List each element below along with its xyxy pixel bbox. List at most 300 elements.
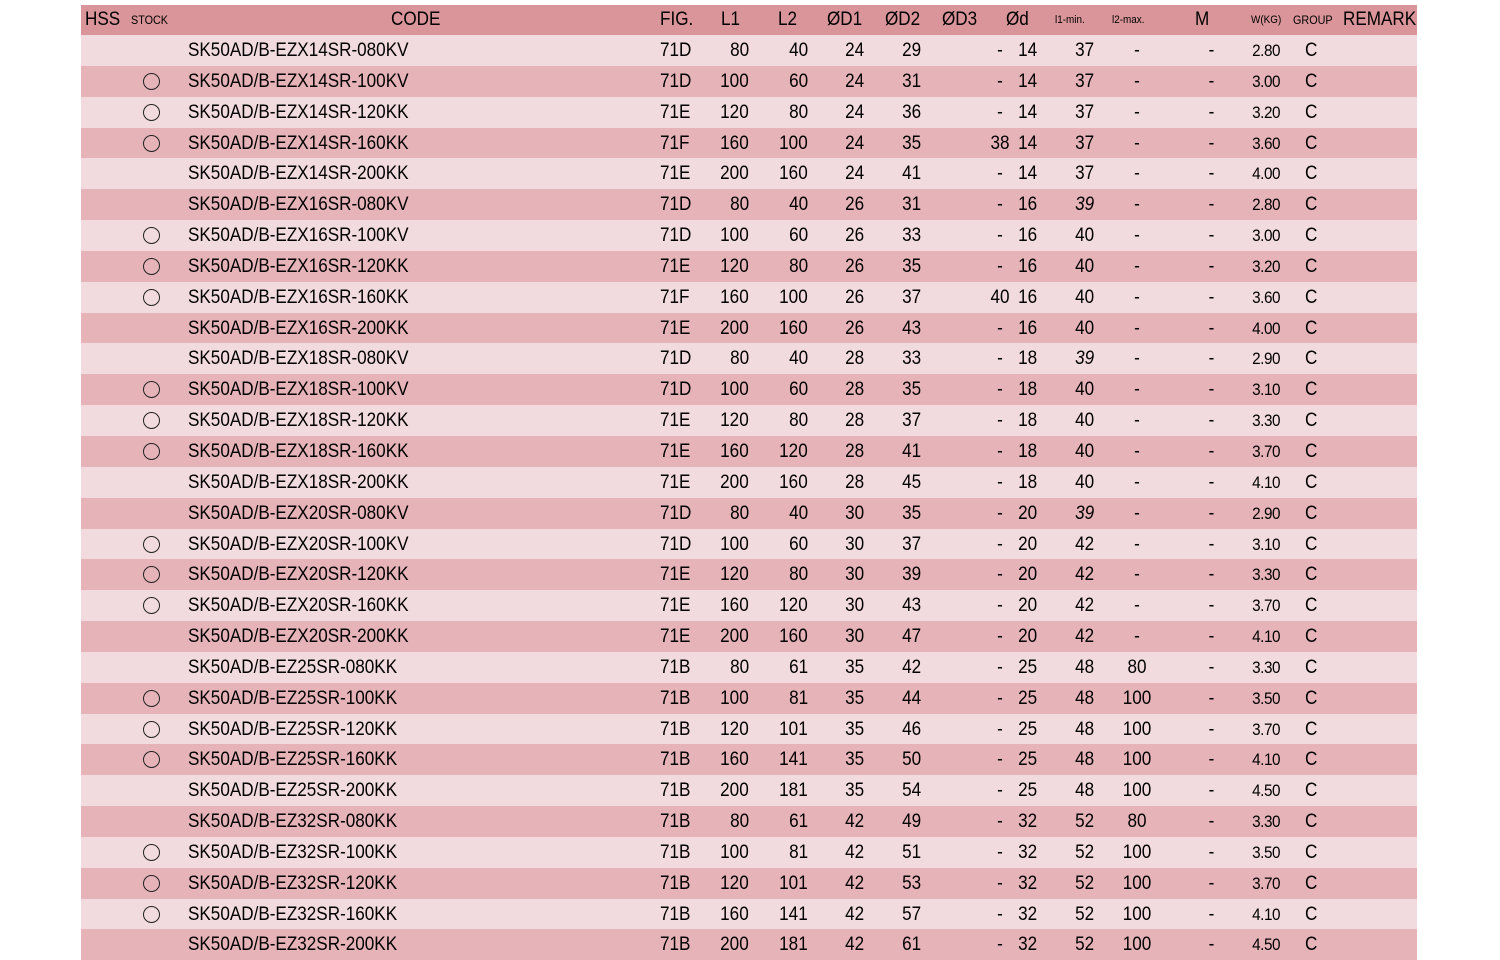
cell-m: - bbox=[1208, 471, 1214, 493]
cell-d3: - bbox=[997, 656, 1003, 678]
cell-l1min: 48 bbox=[1074, 749, 1094, 771]
cell-wkg: 3.10 bbox=[1252, 380, 1280, 400]
cell-d: 25 bbox=[1017, 656, 1037, 678]
cell-d2: 37 bbox=[901, 410, 921, 432]
cell-fig: 71E bbox=[660, 101, 691, 123]
cell-d2: 54 bbox=[901, 780, 921, 802]
cell-l2: 80 bbox=[788, 101, 808, 123]
cell-fig: 71D bbox=[660, 40, 692, 61]
cell-d1: 42 bbox=[844, 934, 864, 956]
table-row bbox=[81, 899, 1417, 930]
cell-wkg: 3.70 bbox=[1252, 719, 1280, 739]
cell-l1min: 37 bbox=[1074, 132, 1094, 154]
cell-m: - bbox=[1208, 656, 1214, 678]
cell-d2: 47 bbox=[901, 626, 921, 648]
cell-d3: - bbox=[997, 595, 1003, 617]
cell-l1: 200 bbox=[720, 163, 749, 185]
cell-group: C bbox=[1305, 317, 1318, 339]
cell-d3: - bbox=[997, 626, 1003, 648]
cell-group: C bbox=[1305, 718, 1318, 740]
cell-d1: 24 bbox=[844, 163, 864, 185]
table-row bbox=[81, 436, 1417, 467]
table-row bbox=[81, 313, 1417, 344]
cell-l1min: 52 bbox=[1074, 934, 1094, 956]
cell-fig: 71D bbox=[660, 533, 692, 555]
table-row bbox=[81, 775, 1417, 806]
stock-circle-icon bbox=[143, 690, 160, 707]
cell-l2: 101 bbox=[779, 718, 808, 740]
cell-m: - bbox=[1208, 70, 1214, 92]
table-row bbox=[81, 35, 1417, 66]
cell-m: - bbox=[1208, 595, 1214, 617]
cell-l2max: - bbox=[1134, 440, 1140, 462]
cell-d: 25 bbox=[1017, 718, 1037, 740]
cell-d2: 44 bbox=[901, 687, 921, 709]
cell-l2: 100 bbox=[779, 286, 808, 308]
cell-l1: 120 bbox=[720, 718, 749, 740]
cell-l2max: 100 bbox=[1122, 903, 1152, 925]
cell-d: 25 bbox=[1017, 780, 1037, 802]
cell-l2max: 100 bbox=[1122, 934, 1152, 956]
col-d1: ØD1 bbox=[827, 9, 863, 30]
cell-code: SK50AD/B-EZ25SR-200KK bbox=[188, 780, 398, 802]
cell-wkg: 3.00 bbox=[1252, 226, 1280, 246]
cell-fig: 71B bbox=[660, 749, 691, 771]
cell-l1min: 48 bbox=[1074, 656, 1094, 678]
cell-group: C bbox=[1305, 348, 1318, 370]
cell-l2: 101 bbox=[779, 872, 808, 894]
table-row bbox=[81, 343, 1417, 374]
table-header bbox=[81, 5, 1417, 35]
table-row bbox=[81, 405, 1417, 436]
cell-d3: - bbox=[997, 564, 1003, 586]
cell-group: C bbox=[1305, 749, 1318, 771]
cell-m: - bbox=[1208, 903, 1214, 925]
cell-d3: - bbox=[997, 749, 1003, 771]
cell-fig: 71F bbox=[660, 286, 690, 308]
cell-l2: 80 bbox=[788, 564, 808, 586]
cell-l1min: 48 bbox=[1074, 687, 1094, 709]
cell-m: - bbox=[1208, 286, 1214, 308]
stock-circle-icon bbox=[143, 906, 160, 923]
cell-l1: 160 bbox=[720, 595, 749, 617]
col-l2max: l2-max. bbox=[1112, 14, 1145, 26]
cell-l1: 120 bbox=[720, 410, 749, 432]
cell-d: 20 bbox=[1017, 564, 1037, 586]
cell-d1: 28 bbox=[844, 440, 864, 462]
cell-m: - bbox=[1208, 410, 1214, 432]
table-row bbox=[81, 220, 1417, 251]
cell-l1min: 48 bbox=[1074, 780, 1094, 802]
cell-l1min: 37 bbox=[1074, 163, 1094, 185]
cell-l1: 100 bbox=[720, 379, 749, 401]
cell-l1: 160 bbox=[720, 749, 749, 771]
cell-l2max: 100 bbox=[1122, 780, 1152, 802]
cell-l2max: 100 bbox=[1122, 718, 1152, 740]
cell-fig: 71B bbox=[660, 718, 691, 740]
cell-code: SK50AD/B-EZ25SR-100KK bbox=[188, 687, 398, 709]
cell-m: - bbox=[1208, 533, 1214, 555]
cell-m: - bbox=[1208, 811, 1214, 833]
cell-wkg: 4.10 bbox=[1252, 472, 1280, 492]
cell-d: 18 bbox=[1017, 410, 1037, 432]
cell-d3: - bbox=[997, 194, 1003, 216]
cell-d: 20 bbox=[1017, 626, 1037, 648]
cell-d1: 24 bbox=[844, 101, 864, 123]
cell-l1: 200 bbox=[720, 780, 749, 802]
cell-d3: - bbox=[997, 841, 1003, 863]
cell-d2: 39 bbox=[901, 564, 921, 586]
cell-l1min: 42 bbox=[1074, 626, 1094, 648]
table-row bbox=[81, 652, 1417, 683]
cell-d: 18 bbox=[1017, 471, 1037, 493]
cell-m: - bbox=[1208, 101, 1214, 123]
cell-d: 32 bbox=[1017, 934, 1037, 956]
cell-group: C bbox=[1305, 872, 1318, 894]
cell-m: - bbox=[1208, 163, 1214, 185]
cell-code: SK50AD/B-EZX14SR-100KV bbox=[188, 70, 409, 92]
cell-l1min: 40 bbox=[1074, 379, 1094, 401]
cell-fig: 71B bbox=[660, 872, 691, 894]
cell-fig: 71E bbox=[660, 410, 691, 432]
cell-d1: 28 bbox=[844, 410, 864, 432]
col-l2: L2 bbox=[778, 9, 798, 30]
table-row bbox=[81, 251, 1417, 282]
cell-l1min: 42 bbox=[1074, 533, 1094, 555]
cell-fig: 71D bbox=[660, 194, 692, 216]
cell-m: - bbox=[1208, 718, 1214, 740]
table-row bbox=[81, 158, 1417, 189]
cell-code: SK50AD/B-EZ25SR-080KK bbox=[188, 656, 398, 678]
cell-fig: 71B bbox=[660, 656, 691, 678]
cell-l1: 160 bbox=[720, 440, 749, 462]
cell-wkg: 3.20 bbox=[1252, 256, 1280, 276]
cell-fig: 71E bbox=[660, 317, 691, 339]
stock-circle-icon bbox=[143, 875, 160, 892]
cell-l1min: 39 bbox=[1074, 194, 1094, 216]
cell-d3: - bbox=[997, 410, 1003, 432]
stock-circle-icon bbox=[143, 721, 160, 738]
cell-d3: - bbox=[997, 471, 1003, 493]
cell-d1: 24 bbox=[844, 70, 864, 92]
cell-group: C bbox=[1305, 502, 1318, 524]
cell-fig: 71B bbox=[660, 903, 691, 925]
cell-l2max: - bbox=[1134, 225, 1140, 247]
cell-d: 16 bbox=[1017, 317, 1037, 339]
cell-m: - bbox=[1208, 934, 1214, 956]
cell-d3: - bbox=[997, 811, 1003, 833]
table-row bbox=[81, 282, 1417, 313]
cell-d3: - bbox=[997, 40, 1003, 61]
cell-wkg: 3.50 bbox=[1252, 688, 1280, 708]
cell-fig: 71D bbox=[660, 502, 692, 524]
cell-code: SK50AD/B-EZX14SR-080KV bbox=[188, 40, 409, 61]
cell-l2: 81 bbox=[788, 687, 808, 709]
cell-wkg: 3.30 bbox=[1252, 565, 1280, 585]
cell-group: C bbox=[1305, 132, 1318, 154]
cell-d1: 42 bbox=[844, 811, 864, 833]
cell-d: 18 bbox=[1017, 348, 1037, 370]
cell-code: SK50AD/B-EZX16SR-120KK bbox=[188, 255, 409, 277]
cell-l1: 120 bbox=[720, 101, 749, 123]
cell-group: C bbox=[1305, 471, 1318, 493]
cell-code: SK50AD/B-EZ32SR-080KK bbox=[188, 811, 398, 833]
cell-d2: 33 bbox=[901, 225, 921, 247]
cell-wkg: 3.30 bbox=[1252, 657, 1280, 677]
cell-l2max: 100 bbox=[1122, 749, 1152, 771]
cell-l2: 60 bbox=[788, 225, 808, 247]
cell-l1: 120 bbox=[720, 872, 749, 894]
cell-group: C bbox=[1305, 934, 1318, 956]
cell-d2: 61 bbox=[901, 934, 921, 956]
cell-l2: 160 bbox=[779, 317, 808, 339]
cell-fig: 71D bbox=[660, 70, 692, 92]
cell-group: C bbox=[1305, 533, 1318, 555]
cell-l1: 80 bbox=[729, 40, 749, 61]
cell-wkg: 3.70 bbox=[1252, 441, 1280, 461]
cell-fig: 71B bbox=[660, 811, 691, 833]
cell-m: - bbox=[1208, 841, 1214, 863]
cell-l1: 80 bbox=[729, 348, 749, 370]
cell-d1: 35 bbox=[844, 687, 864, 709]
cell-d3: - bbox=[997, 163, 1003, 185]
cell-d: 14 bbox=[1017, 70, 1037, 92]
cell-l2max: - bbox=[1134, 40, 1140, 61]
cell-l1min: 40 bbox=[1074, 225, 1094, 247]
cell-d2: 37 bbox=[901, 533, 921, 555]
cell-d1: 30 bbox=[844, 533, 864, 555]
stock-circle-icon bbox=[143, 258, 160, 275]
cell-d3: - bbox=[997, 101, 1003, 123]
cell-m: - bbox=[1208, 348, 1214, 370]
table-row bbox=[81, 97, 1417, 128]
cell-l2: 80 bbox=[788, 255, 808, 277]
cell-d1: 42 bbox=[844, 903, 864, 925]
cell-fig: 71E bbox=[660, 440, 691, 462]
col-l1min: l1-min. bbox=[1055, 14, 1085, 26]
cell-l1: 200 bbox=[720, 471, 749, 493]
cell-m: - bbox=[1208, 317, 1214, 339]
table-row bbox=[81, 189, 1417, 220]
cell-m: - bbox=[1208, 687, 1214, 709]
cell-d2: 35 bbox=[901, 132, 921, 154]
cell-l2: 60 bbox=[788, 379, 808, 401]
cell-code: SK50AD/B-EZX20SR-100KV bbox=[188, 533, 409, 555]
cell-group: C bbox=[1305, 656, 1318, 678]
cell-wkg: 4.00 bbox=[1252, 164, 1280, 184]
cell-l1min: 37 bbox=[1074, 40, 1094, 61]
cell-m: - bbox=[1208, 872, 1214, 894]
cell-code: SK50AD/B-EZX18SR-200KK bbox=[188, 471, 409, 493]
cell-l2: 160 bbox=[779, 626, 808, 648]
cell-group: C bbox=[1305, 286, 1318, 308]
cell-d: 25 bbox=[1017, 687, 1037, 709]
cell-d: 20 bbox=[1017, 595, 1037, 617]
cell-l2: 40 bbox=[788, 194, 808, 216]
cell-l2max: - bbox=[1134, 317, 1140, 339]
stock-circle-icon bbox=[143, 381, 160, 398]
spec-table bbox=[81, 5, 1417, 960]
cell-d3: - bbox=[997, 70, 1003, 92]
stock-circle-icon bbox=[143, 597, 160, 614]
cell-code: SK50AD/B-EZX16SR-080KV bbox=[188, 194, 409, 216]
cell-wkg: 2.90 bbox=[1252, 349, 1280, 369]
cell-d: 32 bbox=[1017, 811, 1037, 833]
col-hss: HSS bbox=[85, 9, 121, 30]
table-row bbox=[81, 66, 1417, 97]
col-d2: ØD2 bbox=[885, 9, 921, 30]
cell-code: SK50AD/B-EZ32SR-160KK bbox=[188, 903, 398, 925]
cell-m: - bbox=[1208, 194, 1214, 216]
cell-group: C bbox=[1305, 687, 1318, 709]
stock-circle-icon bbox=[143, 289, 160, 306]
cell-l2max: - bbox=[1134, 70, 1140, 92]
cell-l1min: 48 bbox=[1074, 718, 1094, 740]
table-row bbox=[81, 590, 1417, 621]
cell-l2max: - bbox=[1134, 533, 1140, 555]
cell-d1: 35 bbox=[844, 749, 864, 771]
cell-l1: 160 bbox=[720, 903, 749, 925]
cell-l2max: - bbox=[1134, 595, 1140, 617]
cell-group: C bbox=[1305, 410, 1318, 432]
cell-d: 16 bbox=[1017, 255, 1037, 277]
cell-d: 20 bbox=[1017, 502, 1037, 524]
col-stock: STOCK bbox=[131, 13, 169, 27]
stock-circle-icon bbox=[143, 135, 160, 152]
col-wkg: W(KG) bbox=[1251, 14, 1282, 26]
col-l1: L1 bbox=[721, 9, 741, 30]
cell-group: C bbox=[1305, 440, 1318, 462]
cell-wkg: 3.20 bbox=[1252, 102, 1280, 122]
table-row bbox=[81, 621, 1417, 652]
cell-wkg: 3.00 bbox=[1252, 71, 1280, 91]
cell-l2max: 80 bbox=[1127, 811, 1147, 833]
cell-group: C bbox=[1305, 564, 1318, 586]
cell-d2: 43 bbox=[901, 317, 921, 339]
cell-wkg: 3.50 bbox=[1252, 842, 1280, 862]
table-row bbox=[81, 744, 1417, 775]
cell-l2: 141 bbox=[779, 903, 808, 925]
cell-l2max: - bbox=[1134, 132, 1140, 154]
cell-d3: 38 bbox=[990, 132, 1010, 154]
cell-l2max: 100 bbox=[1122, 841, 1152, 863]
cell-l2max: - bbox=[1134, 194, 1140, 216]
cell-wkg: 3.70 bbox=[1252, 873, 1280, 893]
cell-d2: 35 bbox=[901, 255, 921, 277]
cell-l1: 200 bbox=[720, 934, 749, 956]
cell-wkg: 4.50 bbox=[1252, 935, 1280, 955]
cell-l1: 120 bbox=[720, 564, 749, 586]
col-remark: REMARK bbox=[1343, 9, 1417, 30]
cell-l2max: - bbox=[1134, 471, 1140, 493]
cell-fig: 71B bbox=[660, 841, 691, 863]
table-row bbox=[81, 498, 1417, 529]
cell-l1min: 42 bbox=[1074, 595, 1094, 617]
cell-l2: 141 bbox=[779, 749, 808, 771]
cell-l1: 200 bbox=[720, 626, 749, 648]
cell-code: SK50AD/B-EZ32SR-200KK bbox=[188, 934, 398, 956]
cell-m: - bbox=[1208, 502, 1214, 524]
table-row bbox=[81, 683, 1417, 714]
cell-l2max: - bbox=[1134, 564, 1140, 586]
cell-d1: 26 bbox=[844, 194, 864, 216]
cell-l2: 100 bbox=[779, 132, 808, 154]
cell-d: 14 bbox=[1017, 163, 1037, 185]
table-row bbox=[81, 929, 1417, 960]
cell-l2: 61 bbox=[788, 656, 808, 678]
cell-d3: - bbox=[997, 255, 1003, 277]
table-row bbox=[81, 529, 1417, 560]
cell-l1: 100 bbox=[720, 225, 749, 247]
cell-l2: 160 bbox=[779, 163, 808, 185]
cell-group: C bbox=[1305, 626, 1318, 648]
cell-d1: 26 bbox=[844, 255, 864, 277]
cell-d2: 41 bbox=[901, 440, 921, 462]
cell-d3: - bbox=[997, 872, 1003, 894]
cell-d1: 42 bbox=[844, 872, 864, 894]
cell-m: - bbox=[1208, 564, 1214, 586]
cell-l2: 120 bbox=[779, 595, 808, 617]
cell-l2: 40 bbox=[788, 502, 808, 524]
cell-d: 20 bbox=[1017, 533, 1037, 555]
cell-l2: 40 bbox=[788, 348, 808, 370]
cell-fig: 71B bbox=[660, 934, 691, 956]
cell-group: C bbox=[1305, 70, 1318, 92]
cell-wkg: 4.50 bbox=[1252, 781, 1280, 801]
table-row bbox=[81, 837, 1417, 868]
cell-l1: 80 bbox=[729, 811, 749, 833]
cell-l2: 60 bbox=[788, 533, 808, 555]
cell-d1: 35 bbox=[844, 656, 864, 678]
cell-d2: 57 bbox=[901, 903, 921, 925]
cell-m: - bbox=[1208, 440, 1214, 462]
cell-code: SK50AD/B-EZX14SR-120KK bbox=[188, 101, 409, 123]
stock-circle-icon bbox=[143, 751, 160, 768]
cell-code: SK50AD/B-EZ25SR-120KK bbox=[188, 718, 398, 740]
cell-group: C bbox=[1305, 255, 1318, 277]
cell-l2: 61 bbox=[788, 811, 808, 833]
cell-l1min: 39 bbox=[1074, 502, 1094, 524]
table-body bbox=[81, 35, 1417, 960]
cell-d3: - bbox=[997, 317, 1003, 339]
cell-l2max: - bbox=[1134, 410, 1140, 432]
cell-fig: 71E bbox=[660, 626, 691, 648]
col-d: Ød bbox=[1006, 9, 1029, 30]
cell-group: C bbox=[1305, 40, 1318, 61]
cell-d2: 37 bbox=[901, 286, 921, 308]
cell-d2: 46 bbox=[901, 718, 921, 740]
cell-l1: 100 bbox=[720, 70, 749, 92]
table-row bbox=[81, 559, 1417, 590]
cell-l2: 160 bbox=[779, 471, 808, 493]
cell-l2max: 80 bbox=[1127, 656, 1147, 678]
cell-l1: 100 bbox=[720, 687, 749, 709]
cell-wkg: 3.60 bbox=[1252, 133, 1280, 153]
cell-d1: 28 bbox=[844, 379, 864, 401]
table-row bbox=[81, 714, 1417, 745]
cell-code: SK50AD/B-EZX16SR-100KV bbox=[188, 225, 409, 247]
cell-group: C bbox=[1305, 780, 1318, 802]
cell-code: SK50AD/B-EZ32SR-100KK bbox=[188, 841, 398, 863]
cell-m: - bbox=[1208, 255, 1214, 277]
table-row bbox=[81, 467, 1417, 498]
cell-d2: 49 bbox=[901, 811, 921, 833]
cell-d2: 35 bbox=[901, 379, 921, 401]
cell-group: C bbox=[1305, 811, 1318, 833]
cell-l1: 80 bbox=[729, 194, 749, 216]
cell-l1min: 40 bbox=[1074, 286, 1094, 308]
cell-fig: 71D bbox=[660, 348, 692, 370]
